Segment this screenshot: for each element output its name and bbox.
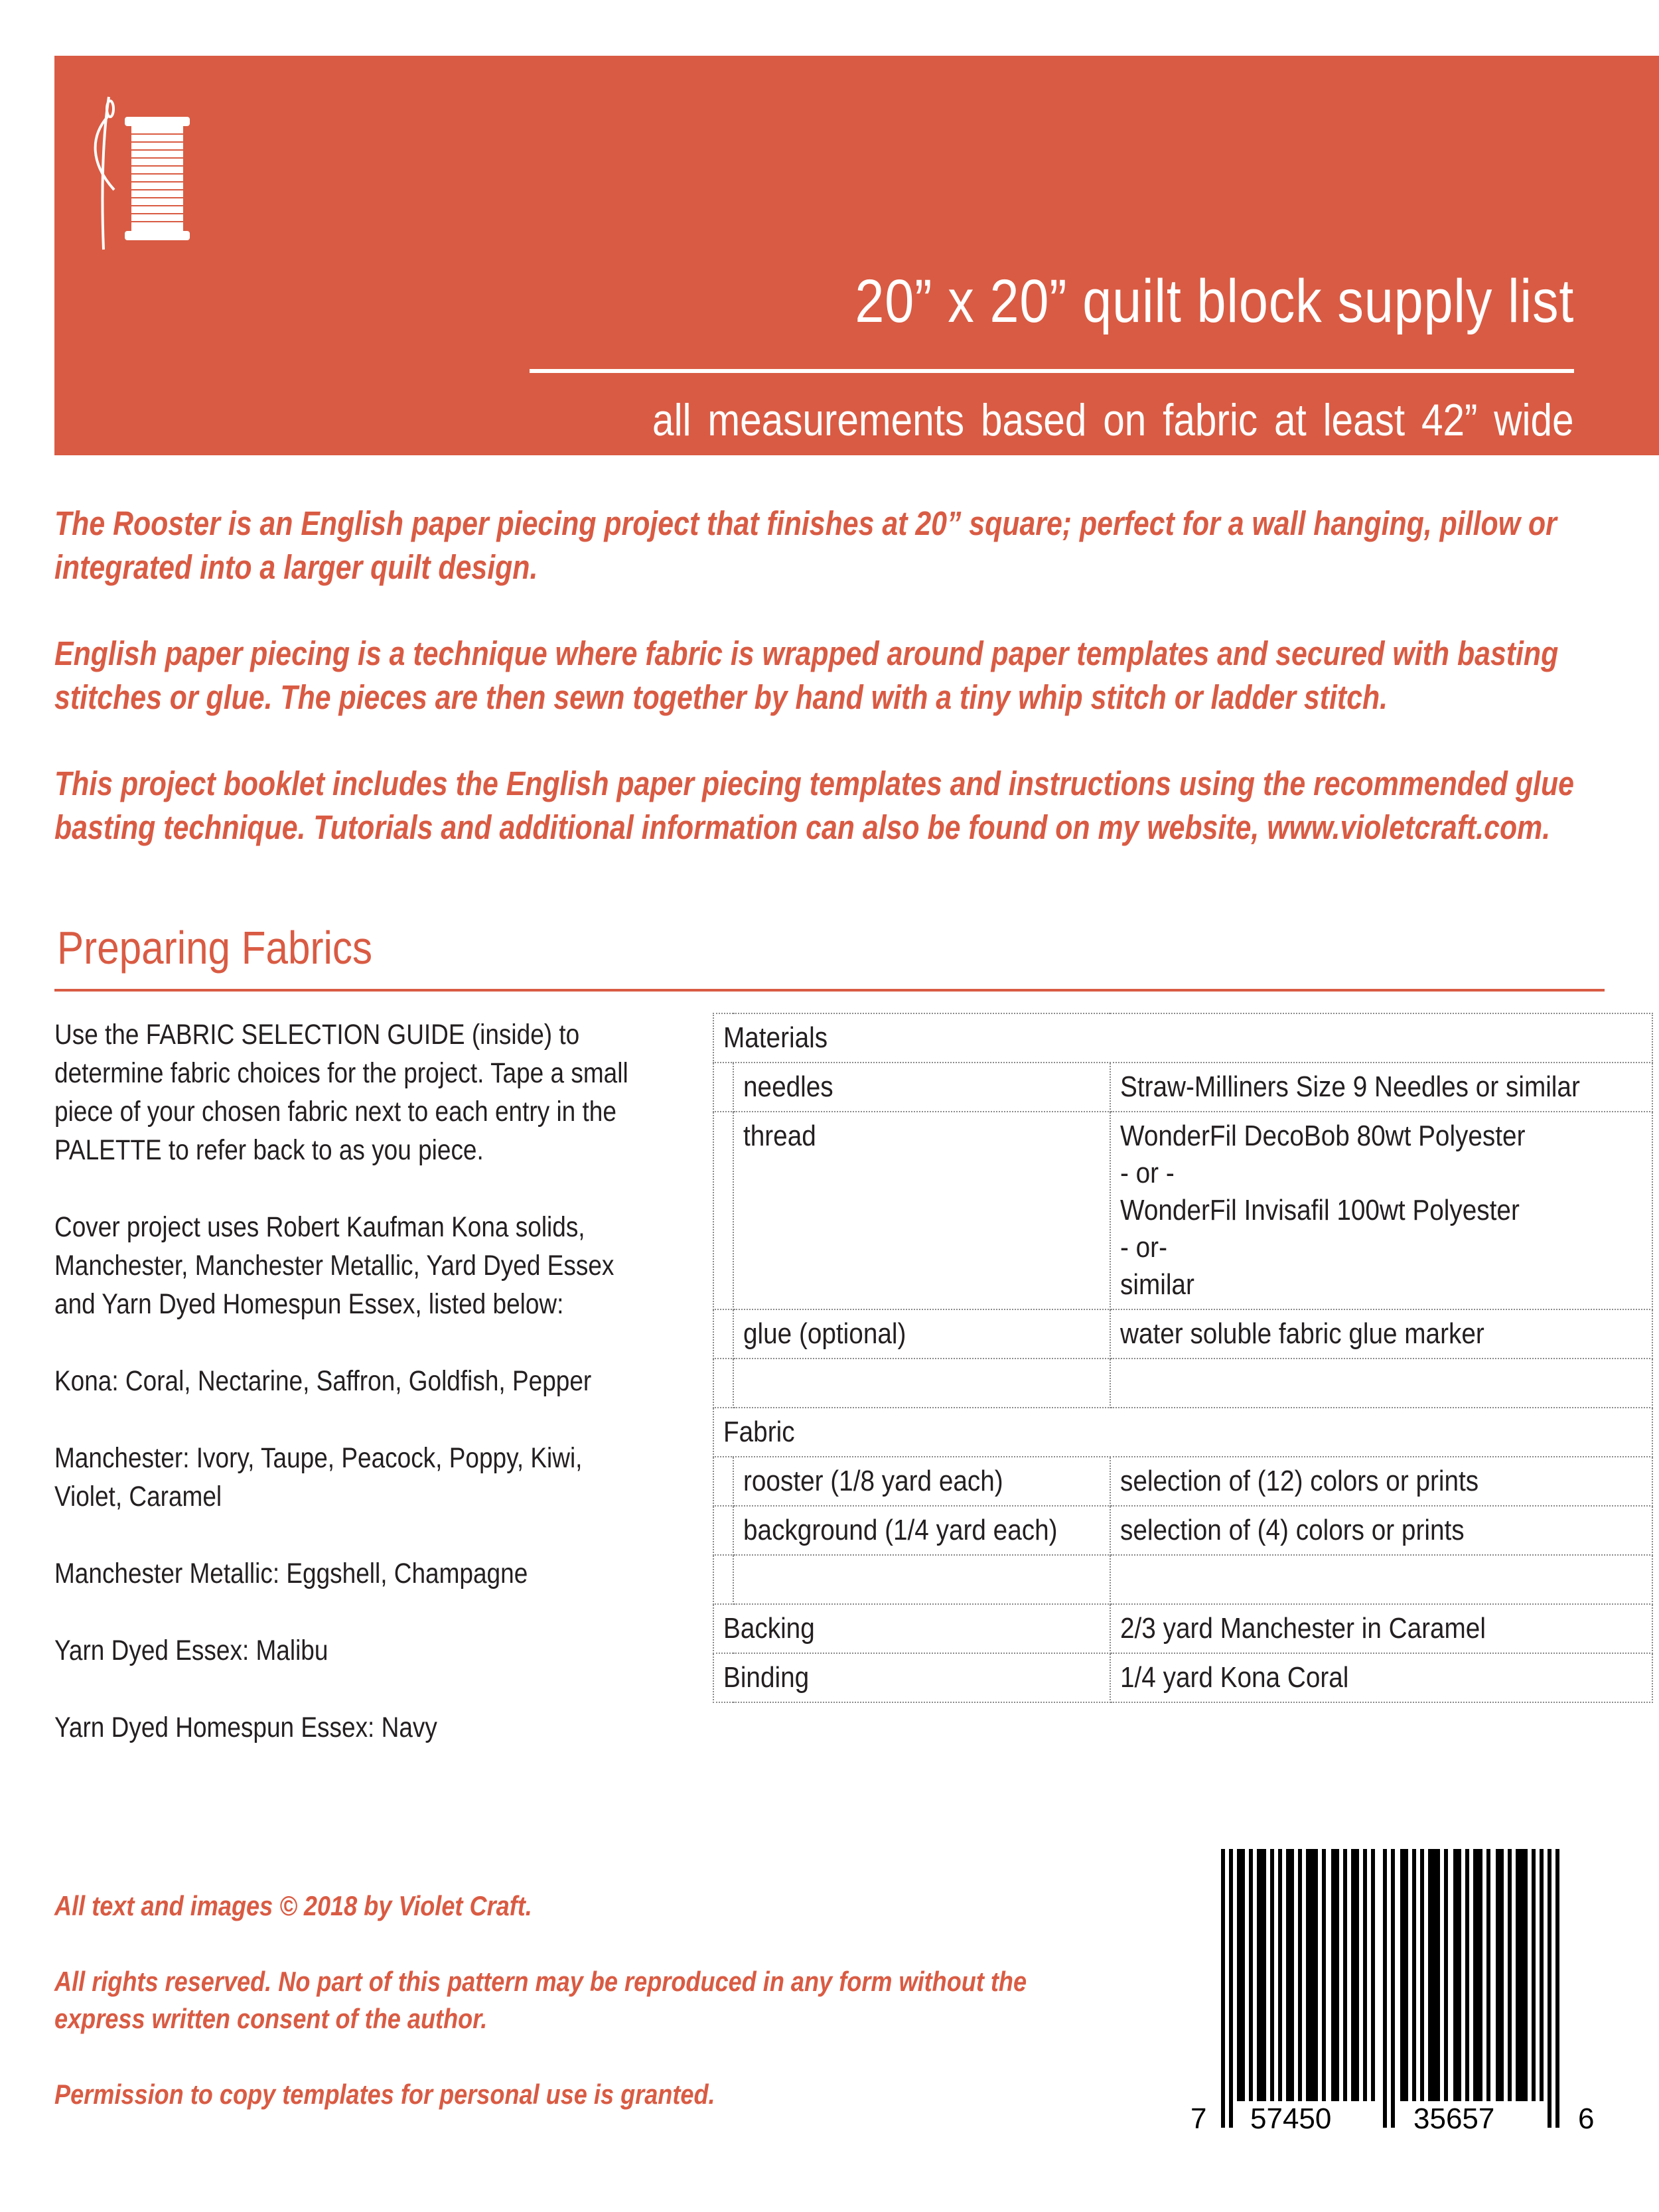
table-cell (713, 1457, 733, 1506)
fabric-line-kona (54, 1362, 654, 1400)
fabric-colors: Navy (374, 1712, 437, 1743)
thread-separator: - or - (1120, 1157, 1175, 1189)
section-title: Preparing Fabrics (57, 922, 373, 974)
header-banner (54, 56, 1659, 455)
barcode (1181, 1849, 1606, 2141)
table-cell (1110, 1112, 1652, 1309)
item-label: rooster (1/8 yard each) (743, 1465, 1003, 1497)
category-materials: Materials (723, 1021, 828, 1054)
copyright-text: All text and images © 2018 by Violet Craft. (54, 1890, 532, 1921)
fabric-line-yarn-dyed-essex (54, 1631, 654, 1670)
fabric-colors: Coral, Nectarine, Saffron, Goldfish, Pepper (118, 1365, 592, 1397)
table-cell (713, 1555, 733, 1604)
barcode-digits-left: 57450 (1250, 2102, 1332, 2135)
fabric-line-homespun-essex (54, 1708, 654, 1747)
permission-text: Permission to copy templates for personal use is granted. (54, 2079, 715, 2110)
footer-notice (54, 1887, 1116, 2152)
table-cell (733, 1063, 1110, 1112)
table-row (713, 1653, 1652, 1702)
table-cell (713, 1408, 1652, 1457)
fabric-brand: Kona: (54, 1365, 119, 1397)
table-row (713, 1506, 1652, 1555)
table-cell (713, 1063, 733, 1112)
item-value: 2/3 yard Manchester in Caramel (1120, 1612, 1486, 1645)
table-cell (1110, 1555, 1652, 1604)
needle-and-spool-icon (84, 90, 196, 256)
item-label: thread (743, 1120, 816, 1152)
thread-separator: - or- (1120, 1231, 1168, 1264)
item-value: selection of (4) colors or prints (1120, 1514, 1465, 1546)
item-label: needles (743, 1070, 833, 1103)
table-cell (713, 1013, 1652, 1063)
table-row (713, 1555, 1652, 1604)
table-cell (1110, 1604, 1652, 1653)
table-cell (713, 1506, 733, 1555)
fabric-line-manchester (54, 1439, 654, 1516)
intro-text (54, 502, 1614, 892)
fabric-brand: Manchester Metallic: (54, 1558, 280, 1589)
page-subtitle: all measurements based on fabric at least 42” wide (652, 395, 1574, 445)
fabric-brand: Yarn Dyed Homespun Essex: (54, 1712, 375, 1743)
fabric-line-manchester-metallic (54, 1554, 654, 1593)
table-cell (1110, 1359, 1652, 1408)
table-row (713, 1457, 1652, 1506)
item-value: selection of (12) colors or prints (1120, 1465, 1479, 1497)
table-row (713, 1112, 1652, 1309)
supply-table (713, 1013, 1605, 1703)
fabric-colors: Ivory, Taupe, Peacock, Poppy, Kiwi, Violet, Caramel (54, 1442, 583, 1512)
table-cell (713, 1112, 733, 1309)
table-cell (1110, 1653, 1652, 1702)
table-row (713, 1408, 1652, 1457)
item-value: water soluble fabric glue marker (1120, 1317, 1484, 1350)
barcode-digits-right: 35657 (1413, 2102, 1495, 2135)
table-cell (713, 1359, 733, 1408)
barcode-digit-check: 6 (1578, 2102, 1595, 2135)
fabric-brand: Yarn Dyed Essex: (54, 1635, 250, 1666)
guide-paragraph-1: Use the FABRIC SELECTION GUIDE (inside) to determine fabric choices for the project. Tape a small piece of your chosen fabric next to each entry in the PALETTE to refer back to as you piece. (54, 1019, 628, 1166)
thread-option: WonderFil DecoBob 80wt Polyester (1120, 1120, 1526, 1152)
item-value: Straw-Milliners Size 9 Needles or similar (1120, 1070, 1580, 1103)
page-title: 20” x 20” quilt block supply list (855, 267, 1574, 335)
table-cell (733, 1359, 1110, 1408)
section-divider (54, 989, 1605, 992)
title-divider (530, 369, 1574, 373)
intro-paragraph-2: English paper piecing is a technique where fabric is wrapped around paper templates and secured with basting stitches or glue. The pieces are then sewn together by hand with a tiny whip stitch or ladder stitch. (54, 634, 1559, 716)
fabric-brand: Manchester: (54, 1442, 190, 1474)
barcode-bars (1221, 1849, 1559, 2128)
rights-text: All rights reserved. No part of this pattern may be reproduced in any form without the express written consent of the author. (54, 1966, 1027, 2034)
table-cell (733, 1506, 1110, 1555)
fabric-guide (54, 1015, 652, 1785)
table-cell (713, 1653, 1110, 1702)
thread-option: similar (1120, 1268, 1194, 1301)
table-cell (1110, 1063, 1652, 1112)
barcode-digit-prefix: 7 (1190, 2102, 1207, 2135)
table-row (713, 1359, 1652, 1408)
guide-paragraph-2: Cover project uses Robert Kaufman Kona solids, Manchester, Manchester Metallic, Yard Dyed Essex and Yarn Dyed Homespun Essex, listed below: (54, 1211, 614, 1320)
table-cell (733, 1112, 1110, 1309)
table-row (713, 1013, 1652, 1063)
item-label: glue (optional) (743, 1317, 906, 1350)
intro-paragraph-3: This project booklet includes the English paper piecing templates and instructions using the recommended glue basting technique. Tutorials and additional information can also be found on my website, www.violetcraft.com. (54, 765, 1574, 846)
category-binding: Binding (723, 1661, 810, 1694)
table-cell (1110, 1309, 1652, 1359)
fabric-colors: Eggshell, Champagne (279, 1558, 528, 1589)
table-row (713, 1063, 1652, 1112)
category-backing: Backing (723, 1612, 815, 1645)
table-cell (713, 1604, 1110, 1653)
table-row (713, 1604, 1652, 1653)
item-label: background (1/4 yard each) (743, 1514, 1058, 1546)
table-cell (733, 1309, 1110, 1359)
item-value: 1/4 yard Kona Coral (1120, 1661, 1349, 1694)
table-cell (713, 1309, 733, 1359)
table-row (713, 1309, 1652, 1359)
table-cell (733, 1555, 1110, 1604)
table-cell (1110, 1457, 1652, 1506)
table-cell (733, 1457, 1110, 1506)
thread-option: WonderFil Invisafil 100wt Polyester (1120, 1194, 1520, 1226)
fabric-colors: Malibu (249, 1635, 328, 1666)
table-cell (1110, 1506, 1652, 1555)
category-fabric: Fabric (723, 1416, 795, 1448)
intro-paragraph-1: The Rooster is an English paper piecing project that finishes at 20” square; perfect for a wall hanging, pillow or integrated into a larger quilt design. (54, 504, 1557, 586)
